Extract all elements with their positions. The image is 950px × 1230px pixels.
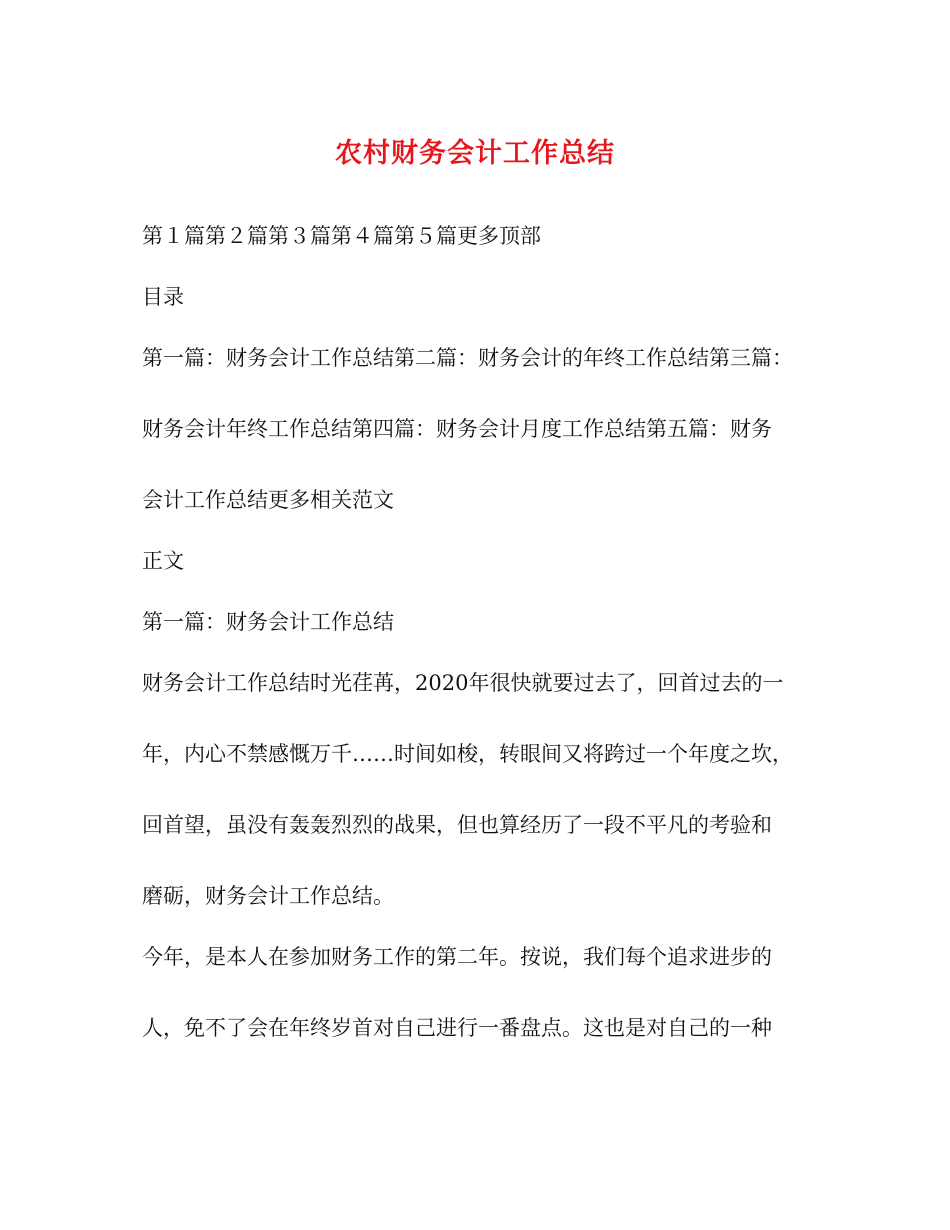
- paragraph-line: 财务会计工作总结时光荏苒，2020年很快就要过去了，回首过去的一: [142, 671, 784, 695]
- section-heading: 第一篇：财务会计工作总结: [142, 610, 394, 634]
- toc-line: 财务会计年终工作总结第四篇：财务会计月度工作总结第五篇：财务: [142, 417, 772, 441]
- section-nav: 第１篇第２篇第３篇第４篇第５篇更多顶部: [142, 224, 541, 248]
- toc-line: 会计工作总结更多相关范文: [142, 488, 394, 512]
- paragraph-line: 年，内心不禁感慨万千……时间如梭，转眼间又将跨过一个年度之坎，: [142, 742, 793, 766]
- document-title: 农村财务会计工作总结: [335, 138, 615, 169]
- paragraph-line: 磨砺，财务会计工作总结。: [142, 884, 394, 908]
- toc-heading: 目录: [142, 285, 184, 309]
- toc-line: 第一篇：财务会计工作总结第二篇：财务会计的年终工作总结第三篇：: [142, 346, 793, 370]
- paragraph-line: 今年，是本人在参加财务工作的第二年。按说，我们每个追求进步的: [142, 945, 772, 969]
- body-heading: 正文: [142, 549, 184, 573]
- paragraph-line: 人，免不了会在年终岁首对自己进行一番盘点。这也是对自己的一种: [142, 1016, 772, 1040]
- paragraph-line: 回首望，虽没有轰轰烈烈的战果，但也算经历了一段不平凡的考验和: [142, 813, 772, 837]
